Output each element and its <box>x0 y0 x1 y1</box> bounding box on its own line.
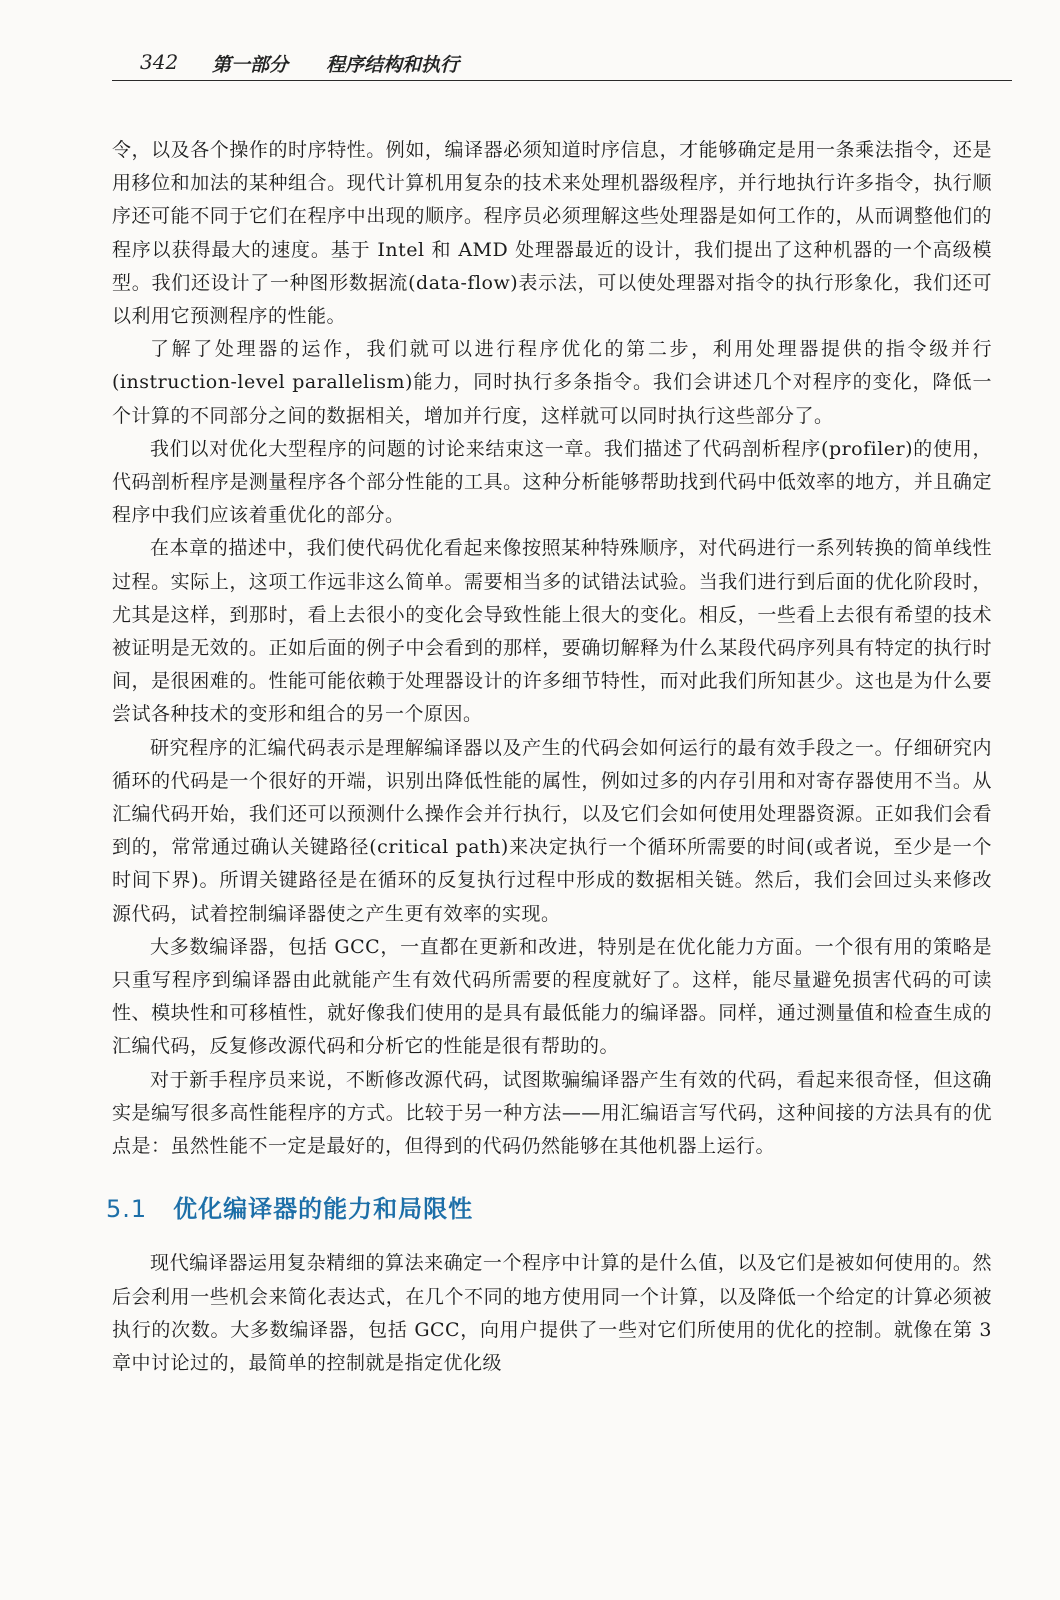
page-body <box>106 134 992 1380</box>
paragraph: 在本章的描述中，我们使代码优化看起来像按照某种特殊顺序，对代码进行一系列转换的简单线性过程。实际上，这项工作远非这么简单。需要相当多的试错法试验。当我们进行到后面的优化阶段时，尤其是这样，到那时，看上去很小的变化会导致性能上很大的变化。相反，一些看上去很有希望的技术被证明是无效的。正如后面的例子中会看到的那样，要确切解释为什么某段代码序列具有特定的执行时间，是很困难的。性能可能依赖于处理器设计的许多细节特性，而对此我们所知甚少。这也是为什么要尝试各种技术的变形和组合的另一个原因。 <box>112 537 992 726</box>
paragraph: 对于新手程序员来说，不断修改源代码，试图欺骗编译器产生有效的代码，看起来很奇怪，但这确实是编写很多高性能程序的方式。比较于另一种方法——用汇编语言写代码，这种间接的方法具有的优点是：虽然性能不一定是最好的，但得到的代码仍然能够在其他机器上运行。 <box>112 1068 992 1158</box>
section-number: 5.1 <box>106 1195 148 1224</box>
paragraph-continued: 令，以及各个操作的时序特性。例如，编译器必须知道时序信息，才能够确定是用一条乘法指令，还是用移位和加法的某种组合。现代计算机用复杂的技术来处理机器级程序，并行地执行许多指令，执行顺序还可能不同于它们在程序中出现的顺序。程序员必须理解这些处理器是如何工作的，从而调整他们的程序以获得最大的速度。基于 Intel 和 AMD 处理器最近的设计，我们提出了这种机器的一个高级模型。我们还设计了一种图形数据流(data-flow)表示法，可以使处理器对指令的执行形象化，我们还可以利用它预测程序的性能。 <box>112 139 992 328</box>
part-title: 程序结构和执行 <box>326 54 460 76</box>
running-header <box>112 46 1012 81</box>
paragraph: 了解了处理器的运作，我们就可以进行程序优化的第二步，利用处理器提供的指令级并行(instruction-level parallelism)能力，同时执行多条指令。我们会讲述几个对程序的变化，降低一个计算的不同部分之间的数据相关，增加并行度，这样就可以同时执行这些部分了。 <box>112 338 992 427</box>
paragraph: 现代编译器运用复杂精细的算法来确定一个程序中计算的是什么值，以及它们是被如何使用的。然后会利用一些机会来简化表达式，在几个不同的地方使用同一个计算，以及降低一个给定的计算必须被执行的次数。大多数编译器，包括 GCC，向用户提供了一些对它们所使用的优化的控制。就像在第 3 章中讨论过的，最简单的控制就是指定优化级 <box>112 1252 992 1374</box>
page-number: 342 <box>140 50 179 74</box>
paragraph: 研究程序的汇编代码表示是理解编译器以及产生的代码会如何运行的最有效手段之一。仔细研究内循环的代码是一个很好的开端，识别出降低性能的属性，例如过多的内存引用和对寄存器使用不当。从汇编代码开始，我们还可以预测什么操作会并行执行，以及它们会如何使用处理器资源。正如我们会看到的，常常通过确认关键路径(critical path)来决定执行一个循环所需要的时间(或者说，至少是一个时间下界)。所谓关键路径是在循环的反复执行过程中形成的数据相关链。然后，我们会回过头来修改源代码，试着控制编译器使之产生更有效率的实现。 <box>112 736 992 925</box>
paragraph: 大多数编译器，包括 GCC，一直都在更新和改进，特别是在优化能力方面。一个很有用的策略是只重写程序到编译器由此就能产生有效代码所需要的程度就好了。这样，能尽量避免损害代码的可读性、模块性和可移植性，就好像我们使用的是具有最低能力的编译器。同样，通过测量值和检查生成的汇编代码，反复修改源代码和分析它的性能是很有帮助的。 <box>112 935 992 1058</box>
section-title: 优化编译器的能力和局限性 <box>173 1195 474 1224</box>
part-label: 第一部分 <box>212 54 289 76</box>
paragraph: 我们以对优化大型程序的问题的讨论来结束这一章。我们描述了代码剖析程序(profiler)的使用，代码剖析程序是测量程序各个部分性能的工具。这种分析能够帮助找到代码中低效率的地方，并且确定程序中我们应该着重优化的部分。 <box>112 437 992 527</box>
section-heading <box>106 1191 992 1227</box>
